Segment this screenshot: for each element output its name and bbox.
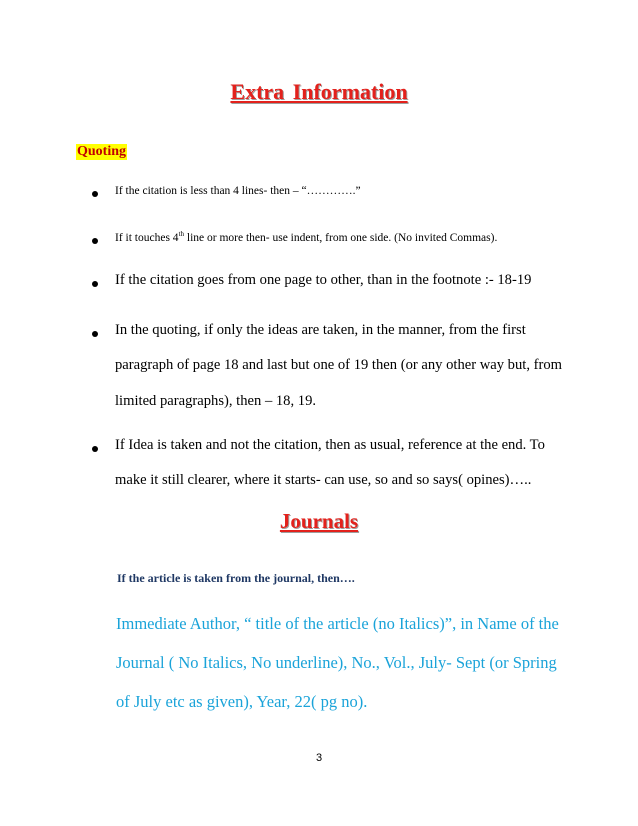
bullet-icon (92, 191, 98, 197)
bullet-line: make it still clearer, where it starts- can use, so and so says( opines)….. (115, 472, 532, 488)
citation-line: Immediate Author, “ title of the article (no Italics)”, in Name of the (116, 614, 559, 633)
journals-heading: Journals (279, 509, 359, 533)
page-title: Extra Information (230, 79, 408, 104)
citation-line: Journal ( No Italics, No underline), No., Vol., July- Sept (or Spring (116, 653, 557, 672)
page-number: 3 (315, 752, 323, 764)
bullet-icon (92, 331, 98, 337)
bullet-icon (92, 446, 98, 452)
bullet-line: paragraph of page 18 and last but one of 19 then (or any other way but, from (115, 357, 562, 373)
bullet-text-part: If it touches 4 (115, 232, 179, 244)
bullet-line: In the quoting, if only the ideas are taken, in the manner, from the first (115, 322, 526, 338)
citation-line: of July etc as given), Year, 22( pg no). (116, 692, 368, 711)
journals-intro: If the article is taken from the journal, then…. (117, 571, 355, 585)
bullet-text: If the citation is less than 4 lines- then – “………….” (115, 185, 361, 197)
quoting-heading: Quoting (77, 144, 127, 159)
bullet-text (115, 232, 497, 244)
bullet-text: If the citation goes from one page to other, than in the footnote :- 18-19 (115, 272, 532, 288)
superscript: th (178, 230, 185, 238)
bullet-icon (92, 238, 98, 244)
bullet-line: If Idea is taken and not the citation, then as usual, reference at the end. To (115, 437, 545, 453)
bullet-icon (92, 281, 98, 287)
bullet-line: limited paragraphs), then – 18, 19. (115, 393, 317, 409)
bullet-text-part: line or more then- use indent, from one side. (No invited Commas). (184, 232, 498, 244)
